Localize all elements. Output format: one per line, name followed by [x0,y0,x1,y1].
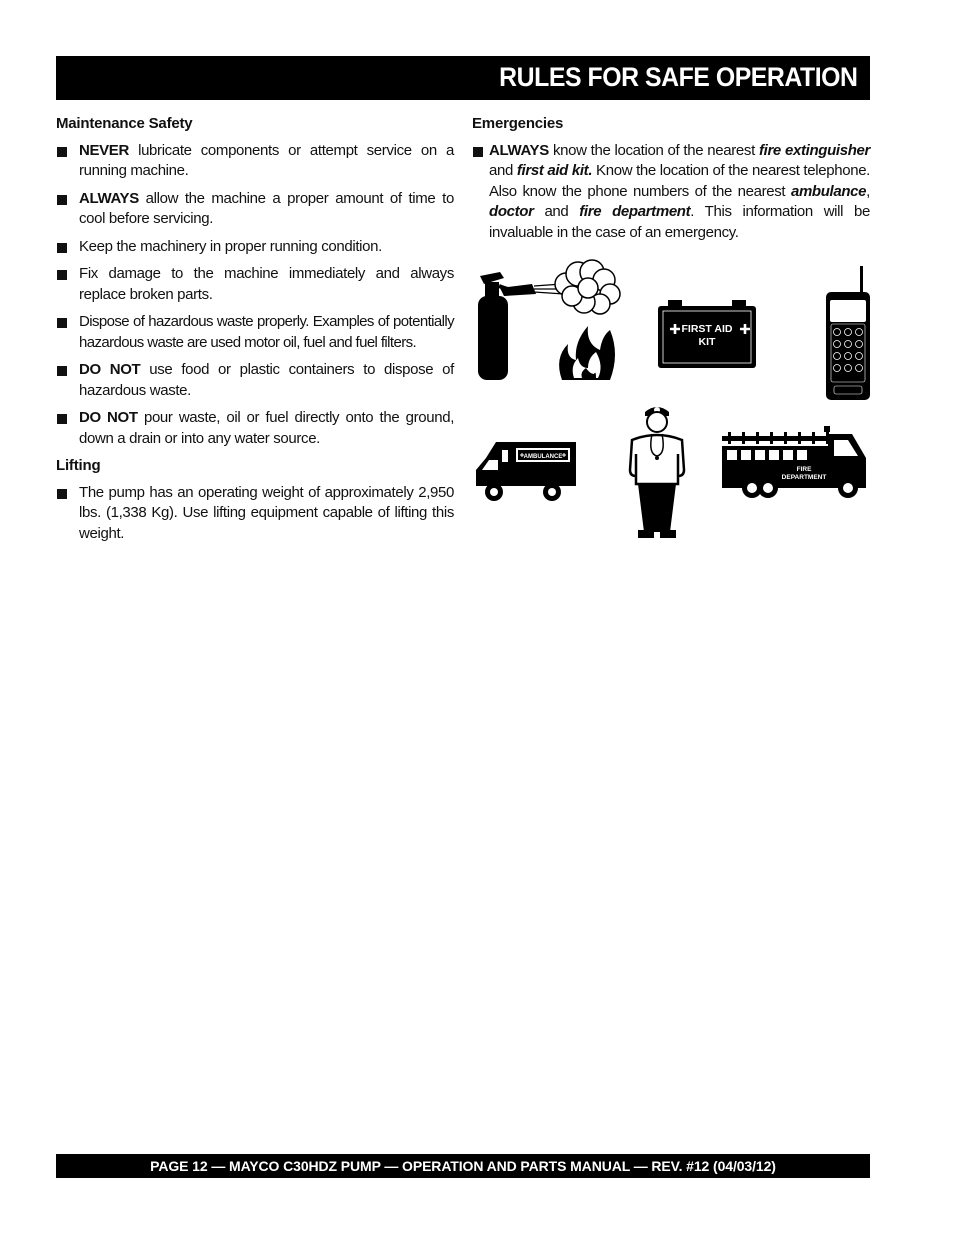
item-lead: NEVER [79,141,129,159]
fire-department-term: fire department [579,203,691,220]
bullet-square-icon [57,195,67,205]
bullet-square-icon [57,489,67,499]
page-title: RULES FOR SAFE OPERATION [499,62,858,92]
first-aid-label-2: KIT [698,336,716,348]
item-lead: DO NOT [79,361,141,378]
ambulance-label: AMBULANCE [523,454,563,460]
ambulance-icon [472,436,580,502]
list-item [56,312,454,353]
item-text: Fix damage to the machine immediately and always replace broken parts. [79,265,454,303]
lifting-heading: Lifting [56,457,101,474]
bullet-square-icon [473,147,483,157]
ambulance-term: ambulance [790,182,867,200]
list-item [56,483,454,545]
first-aid-kit-term: first aid kit. [516,162,593,179]
emergencies-paragraph: ALWAYS know the location of the nearest fire extinguisher and first aid kit. Know the location of the nearest telephone. Also know the phone numbers of the nearest ambulance, doctor and fire department. This information will be invaluable in the case of an emergency. [472,141,870,244]
item-lead: ALWAYS [489,141,549,159]
item-lead: ALWAYS [79,189,139,207]
item-text: use food or plastic containers to dispose of hazardous waste. [79,361,454,399]
bullet-square-icon [57,366,67,376]
item-lead: DO NOT [79,409,138,426]
fire-truck-label-2: DEPARTMENT [781,474,827,481]
item-text: lubricate components or attempt service on a running machine. [79,141,454,179]
item-text: The pump has an operating weight of approximately 2,950 lbs. (1,338 Kg). Use lifting equipment capable of lifting this weight. [79,483,454,542]
bullet-square-icon [57,270,67,280]
doctor-term: doctor [489,203,534,220]
fire-extinguisher-term: fire extinguisher [758,141,870,159]
list-item [56,237,454,258]
item-text: allow the machine a proper amount of time to cool before servicing. [79,189,454,227]
bullet-square-icon [57,243,67,253]
bullet-square-icon [57,147,67,157]
fire-extinguisher-icon [474,258,624,382]
doctor-icon [626,404,688,538]
title-bar [56,56,870,100]
emergencies-heading: Emergencies [472,115,564,132]
footer-text: PAGE 12 — MAYCO C30HDZ PUMP — OPERATION AND PARTS MANUAL — REV. #12 (04/03/12) [150,1158,776,1174]
list-item [56,141,454,182]
right-column [472,114,870,243]
list-item [56,360,454,401]
first-aid-label-1: FIRST AID [681,323,733,335]
maintenance-heading: Maintenance Safety [56,115,193,132]
fire-truck-icon [720,424,870,500]
footer-bar [56,1154,870,1178]
item-text: Keep the machinery in proper running condition. [79,237,382,255]
item-text: Dispose of hazardous waste properly. Examples of potentially hazardous waste are used motor oil, fuel and fuel filters. [79,313,454,351]
phone-icon [824,264,872,402]
list-item [56,264,454,305]
left-column [56,114,454,551]
bullet-square-icon [57,414,67,424]
first-aid-kit-icon [656,296,758,370]
item-text: pour waste, oil or fuel directly onto the ground, down a drain or into any water source. [79,409,455,447]
bullet-square-icon [57,318,67,328]
fire-truck-label-1: FIRE [796,466,812,473]
list-item [56,189,454,230]
list-item [56,408,454,449]
